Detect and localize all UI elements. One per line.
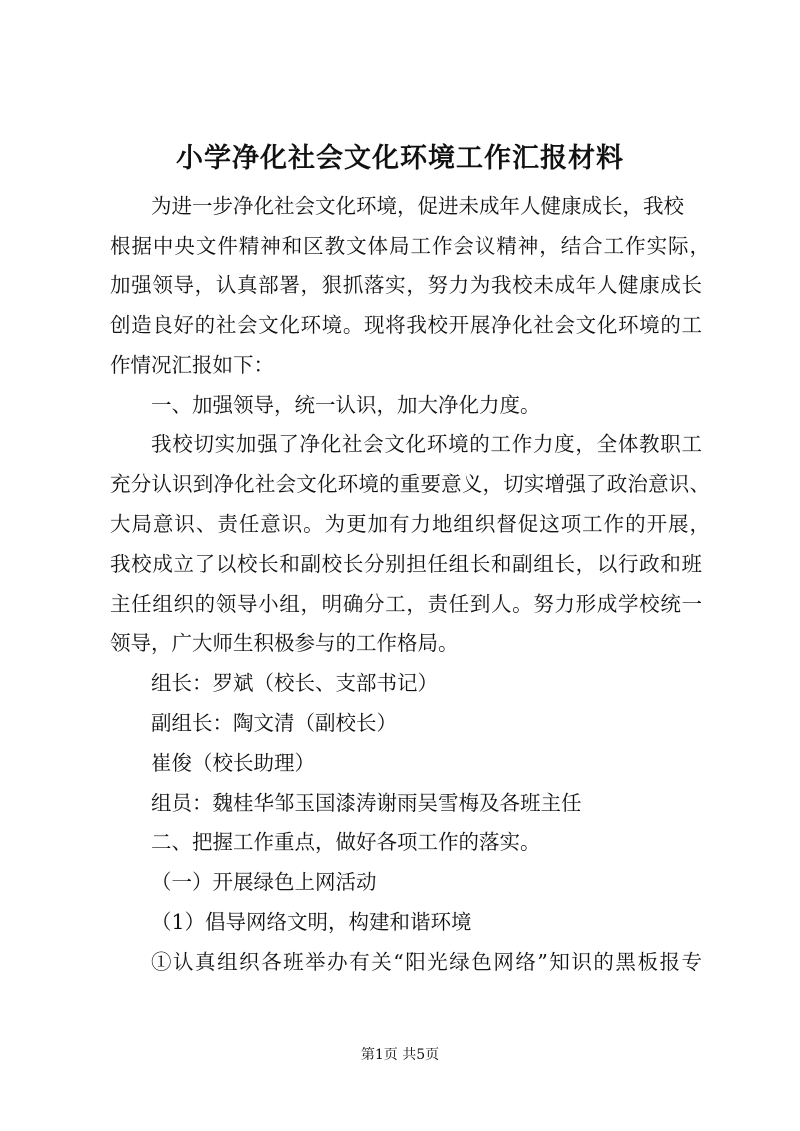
paragraph-line: 作情况汇报如下： — [110, 353, 274, 377]
paragraph-line: 领导，广大师生积极参与的工作格局。 — [110, 631, 459, 655]
deputy-leader-line: 副组长：陶文清（副校长） — [151, 711, 397, 735]
section-heading: 一、加强领导，统一认识，加大净化力度。 — [151, 393, 541, 417]
group-leader-line: 组长：罗斌（校长、支部书记） — [151, 671, 438, 695]
paragraph-line: 加强领导，认真部署，狠抓落实，努力为我校未成年人健康成长 — [110, 273, 702, 297]
paragraph-line: 我校成立了以校长和副校长分别担任组长和副组长，以行政和班 — [110, 552, 702, 576]
paragraph-line: 根据中央文件精神和区教文体局工作会议精神，结合工作实际， — [110, 234, 710, 258]
members-line: 组员：魏桂华邹玉国漆涛谢雨吴雪梅及各班主任 — [151, 791, 582, 815]
subsection-heading: （1）倡导网络文明，构建和谐环境 — [151, 910, 472, 934]
subsection-heading: （一）开展绿色上网活动 — [151, 870, 377, 894]
paragraph-line: 充分认识到净化社会文化环境的重要意义，切实增强了政治意识、 — [110, 472, 710, 496]
paragraph-line: 大局意识、责任意识。为更加有力地组织督促这项工作的开展， — [110, 512, 710, 536]
section-heading: 二、把握工作重点，做好各项工作的落实。 — [151, 830, 541, 854]
paragraph-line: ①认真组织各班举办有关“阳光绿色网络”知识的黑板报专 — [151, 950, 702, 974]
assistant-line: 崔俊（校长助理） — [151, 751, 315, 775]
paragraph-line: 主任组织的领导小组，明确分工，责任到人。努力形成学校统一 — [110, 592, 702, 616]
paragraph-line: 为进一步净化社会文化环境，促进未成年人健康成长，我校 — [151, 194, 684, 218]
page-number-footer: 第1页 共5页 — [360, 1047, 440, 1063]
paragraph-line: 创造良好的社会文化环境。现将我校开展净化社会文化环境的工 — [110, 313, 702, 337]
paragraph-line: 我校切实加强了净化社会文化环境的工作力度，全体教职工 — [151, 432, 702, 456]
document-title: 小学净化社会文化环境工作汇报材料 — [176, 143, 624, 174]
